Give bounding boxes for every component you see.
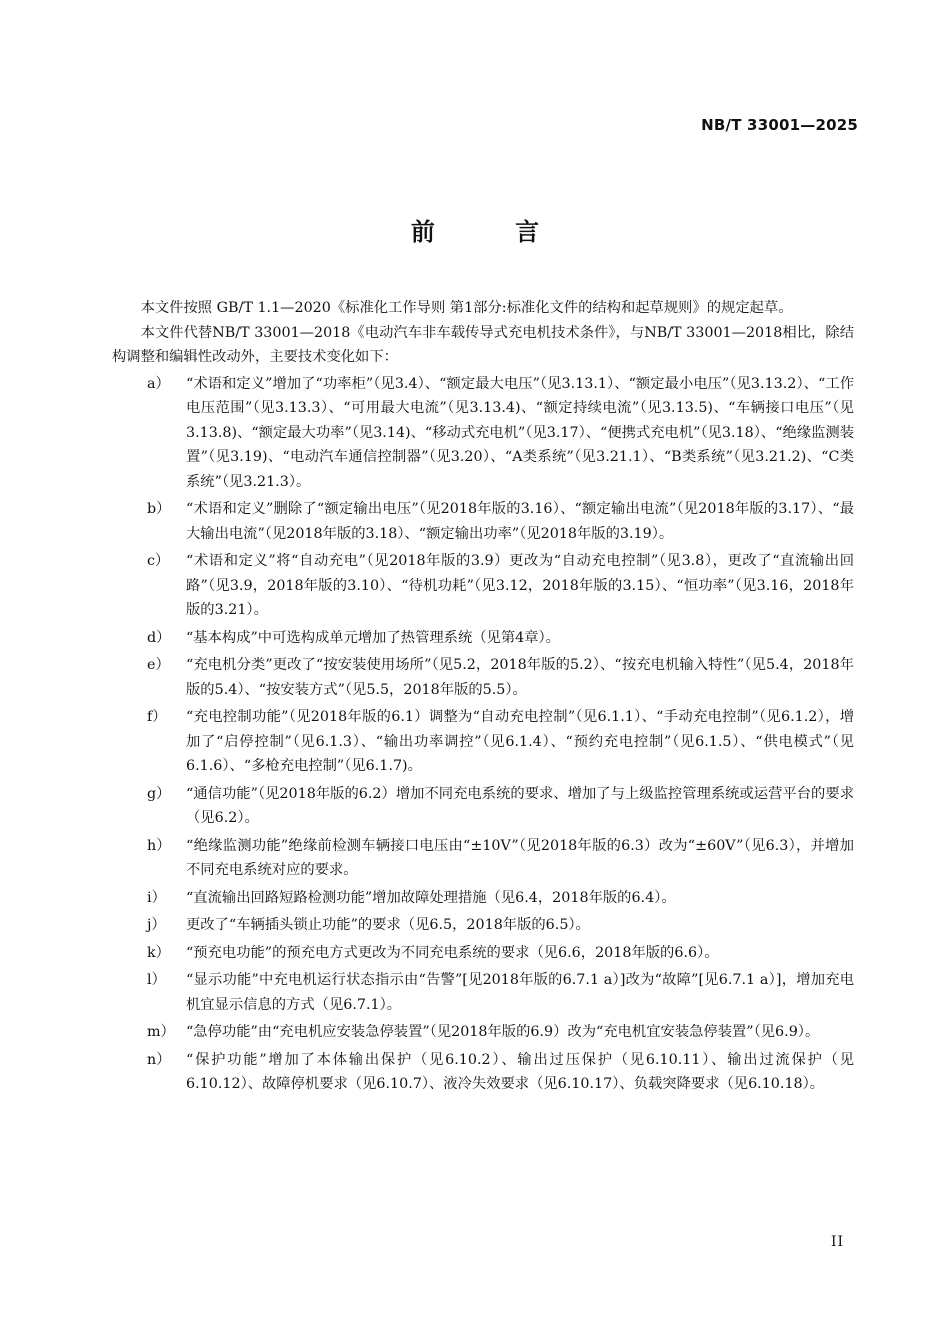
- list-marker: n）: [147, 1051, 171, 1068]
- list-item: [112, 886, 854, 911]
- list-marker: b）: [147, 501, 171, 517]
- list-item-text: “通信功能”（见2018年版的6.2）增加不同充电系统的要求、增加了与上级监控管理系统或运营平台的要求（见6.2）。: [186, 785, 854, 826]
- document-body: [112, 296, 854, 1097]
- list-item-text: “充电控制功能”（见2018年版的6.1）调整为“自动充电控制”（见6.1.1）、“手动充电控制”（见6.1.2），增加了“启停控制”（见6.1.3）、“输出功率调控”（见6.1.4）、“预约充电控制”（见6.1.5）、“供电模式”（见6.1.6）、“多枪充电控制”（见6.1.7)。: [186, 709, 854, 774]
- list-item: [112, 941, 854, 966]
- list-marker: d）: [147, 629, 171, 646]
- list-item: [112, 782, 854, 831]
- list-item: [112, 1048, 854, 1097]
- page-title: 前 言: [410, 218, 576, 246]
- list-marker: a）: [147, 375, 170, 392]
- list-marker: f）: [147, 709, 167, 725]
- list-item-text: “显示功能”中充电机运行状态指示由“告警”[见2018年版的6.7.1 a）]改为“故障”[见6.7.1 a）]，增加充电机宜显示信息的方式（见6.7.1）。: [186, 972, 854, 1013]
- list-item-text: “术语和定义”增加了“功率柜”（见3.4）、“额定最大电压”（见3.13.1）、“额定最小电压”（见3.13.2）、“工作电压范围”（见3.13.3）、“可用最大电流”（见3.13.4)、“额定持续电流”（见3.13.5)、“车辆接口电压”（见3.13.8)、“额定最大功率”（见3.14)、“移动式充电机”（见3.17）、“便携式充电机”（见3.18）、“绝缘监测装置”（见3.19)、“电动汽车通信控制器”（见3.20）、“A类系统”（见3.21.1）、“B类系统”（见3.21.2)、“C类系统”（见3.21.3）。: [186, 375, 854, 490]
- list-marker: m）: [147, 1024, 175, 1040]
- list-marker: h）: [147, 837, 171, 854]
- list-marker: j）: [147, 917, 166, 933]
- list-item-text: “术语和定义”删除了“额定输出电压”（见2018年版的3.16）、“额定输出电流”（见2018年版的3.17）、“最大输出电流”（见2018年版的3.18）、“额定输出功率”（见2018年版的3.19）。: [186, 501, 854, 542]
- list-item-text: 更改了“车辆插头锁止功能”的要求（见6.5，2018年版的6.5）。: [186, 917, 590, 933]
- list-item-text: “预充电功能”的预充电方式更改为不同充电系统的要求（见6.6，2018年版的6.6）。: [186, 944, 719, 961]
- list-item-text: “急停功能”由“充电机应安装急停装置”（见2018年版的6.9）改为“充电机宜安装急停装置”（见6.9）。: [186, 1024, 820, 1040]
- list-marker: g）: [147, 785, 171, 802]
- list-item-text: “绝缘监测功能”绝缘前检测车辆接口电压由“±10V”（见2018年版的6.3）改为“±60V”（见6.3），并增加不同充电系统对应的要求。: [186, 837, 854, 878]
- list-item: [112, 372, 854, 495]
- replacement-paragraph: 本文件代替NB/T 33001—2018《电动汽车非车载传导式充电机技术条件》，与NB/T 33001—2018相比，除结构调整和编辑性改动外，主要技术变化如下：: [112, 324, 854, 365]
- page-number: II: [830, 1234, 844, 1250]
- list-item: [112, 968, 854, 1017]
- list-marker: i）: [147, 889, 166, 906]
- standard-number: NB/T 33001—2025: [701, 116, 858, 134]
- list-item: [112, 626, 854, 651]
- list-marker: l）: [147, 972, 166, 988]
- list-marker: c）: [147, 553, 170, 569]
- list-item: [112, 497, 854, 546]
- list-marker: k）: [147, 944, 170, 961]
- list-item-text: “基本构成”中可选构成单元增加了热管理系统（见第4章）。: [186, 629, 560, 646]
- list-marker: e）: [147, 657, 170, 673]
- list-item: [112, 834, 854, 883]
- list-item: [112, 913, 854, 938]
- list-item: [112, 549, 854, 623]
- list-item: [112, 1020, 854, 1045]
- list-item-text: “术语和定义”将“自动充电”（见2018年版的3.9）更改为“自动充电控制”（见3.8），更改了“直流输出回路”（见3.9，2018年版的3.10）、“待机功耗”（见3.12，2018年版的3.15）、“恒功率”（见3.16，2018年版的3.21）。: [186, 553, 854, 618]
- list-item-text: “保护功能”增加了本体输出保护（见6.10.2）、输出过压保护（见6.10.11）、输出过流保护（见6.10.12）、故障停机要求（见6.10.7）、液冷失效要求（见6.10.17）、负载突降要求（见6.10.18）。: [186, 1051, 854, 1092]
- intro-paragraph: 本文件按照 GB/T 1.1—2020《标准化工作导则 第1部分:标准化文件的结构和起草规则》的规定起草。: [140, 300, 793, 316]
- list-item: [112, 705, 854, 779]
- list-item-text: “直流输出回路短路检测功能”增加故障处理措施（见6.4，2018年版的6.4）。: [186, 889, 676, 906]
- list-item: [112, 653, 854, 702]
- list-item-text: “充电机分类”更改了“按安装使用场所”（见5.2，2018年版的5.2）、“按充电机输入特性”（见5.4，2018年版的5.4）、“按安装方式”（见5.5，2018年版的5.5）。: [186, 657, 854, 698]
